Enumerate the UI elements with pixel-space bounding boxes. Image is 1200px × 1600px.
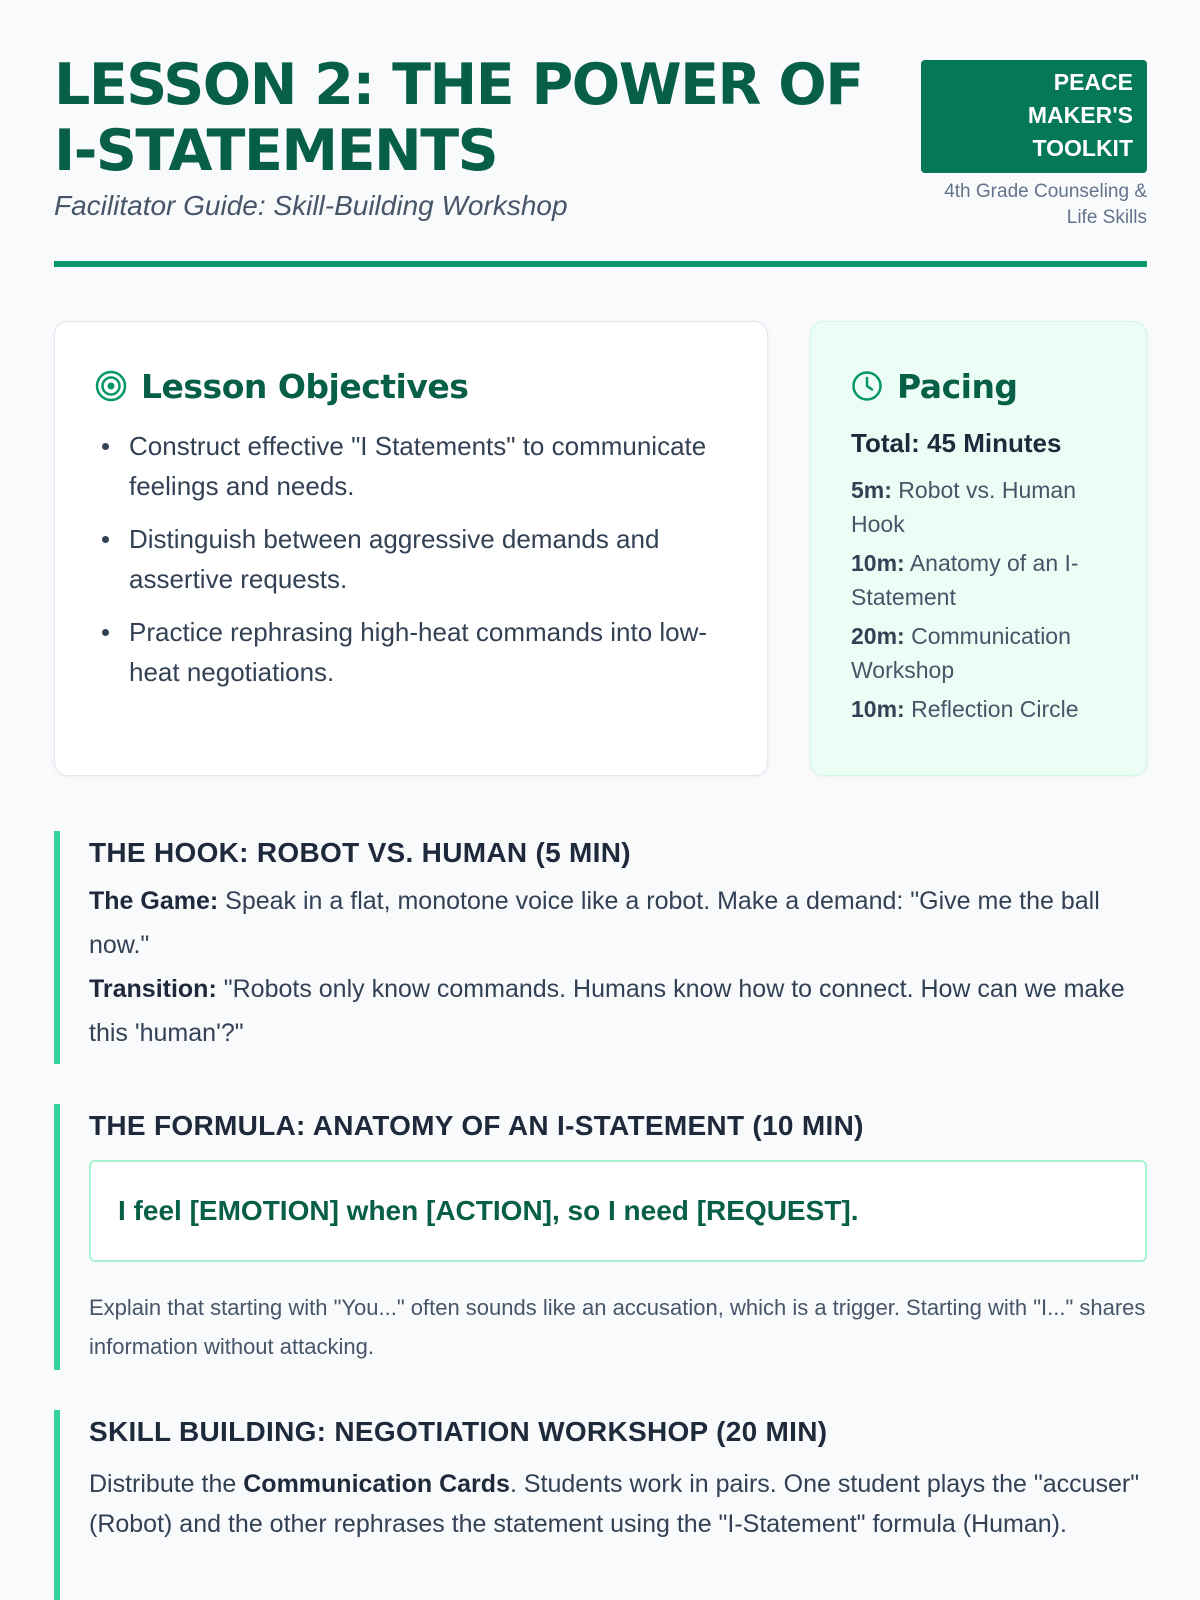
- formula-title: THE FORMULA: ANATOMY OF AN I-STATEMENT (10 MIN): [89, 1110, 864, 1141]
- objectives-list: [95, 426, 729, 692]
- clock-icon: [851, 370, 883, 402]
- header-divider: [54, 261, 1147, 267]
- hook-game-label: The Game:: [89, 887, 219, 915]
- toolkit-badge: PEACE MAKER'S TOOLKIT: [921, 60, 1147, 173]
- hook-game-text: Speak in a flat, monotone voice like a robot. Make a demand: "Give me the ball now.": [89, 887, 1100, 959]
- pacing-time: 10m:: [851, 696, 905, 722]
- hook-game: [89, 879, 1147, 967]
- objectives-header: [95, 364, 729, 408]
- skill-title: SKILL BUILDING: NEGOTIATION WORKSHOP (20 MIN): [89, 1416, 828, 1447]
- pacing-title: Pacing: [897, 366, 1018, 406]
- hook-transition-label: Transition:: [89, 975, 217, 1003]
- pacing-item: [851, 619, 1116, 687]
- objective-item: Distinguish between aggressive demands and assertive requests.: [95, 519, 729, 599]
- formula-explanation: Explain that starting with "You..." often sounds like an accusation, which is a trigger. Starting with "I..." shares information without attacking.: [89, 1295, 1146, 1359]
- hook-transition-text: "Robots only know commands. Humans know how to connect. How can we make this 'human'?": [89, 975, 1125, 1047]
- page-subtitle: Facilitator Guide: Skill-Building Workshop: [54, 190, 568, 221]
- skill-text-before: Distribute the: [89, 1470, 244, 1498]
- pacing-item: [851, 692, 1116, 726]
- hook-section: [54, 831, 1147, 1064]
- objectives-card: [54, 321, 768, 776]
- pacing-label: Communication Workshop: [851, 623, 1071, 683]
- pacing-header: [851, 364, 1116, 408]
- page-title: LESSON 2: THE POWER OF I-STATEMENTS: [54, 52, 863, 184]
- skill-text: [89, 1464, 1147, 1544]
- pacing-time: 10m:: [851, 550, 905, 576]
- skill-section: [54, 1410, 1147, 1600]
- grade-label: 4th Grade Counseling & Life Skills: [944, 181, 1147, 228]
- objective-item: Construct effective "I Statements" to communicate feelings and needs.: [95, 426, 729, 506]
- skill-text-after: . Students work in pairs. One student plays the "accuser" (Robot) and the other rephrases the statement using the "I-Statement" formula (Human).: [89, 1470, 1140, 1538]
- pacing-time: 5m:: [851, 477, 892, 503]
- pacing-time: 20m:: [851, 623, 905, 649]
- formula-box: [89, 1160, 1147, 1262]
- pacing-item: [851, 473, 1116, 541]
- skill-text-bold: Communication Cards: [243, 1470, 510, 1498]
- pacing-label: Anatomy of an I-Statement: [851, 550, 1079, 610]
- lesson-page: [54, 0, 1147, 1600]
- pacing-label: Robot vs. Human Hook: [851, 477, 1076, 537]
- hook-title: THE HOOK: ROBOT VS. HUMAN (5 MIN): [89, 837, 631, 868]
- pacing-label: Reflection Circle: [911, 696, 1079, 722]
- formula-section: [54, 1104, 1147, 1370]
- objective-item: Practice rephrasing high-heat commands into low-heat negotiations.: [95, 612, 729, 692]
- objectives-title: Lesson Objectives: [141, 366, 469, 406]
- formula-statement: I feel [EMOTION] when [ACTION], so I need [REQUEST].: [118, 1195, 859, 1226]
- pacing-total: Total: 45 Minutes: [851, 428, 1062, 458]
- pacing-card: [810, 321, 1147, 776]
- pacing-item: [851, 546, 1116, 614]
- pacing-list: [851, 473, 1116, 726]
- target-icon: [95, 370, 127, 402]
- hook-transition: [89, 967, 1147, 1055]
- page-header: [54, 0, 1147, 268]
